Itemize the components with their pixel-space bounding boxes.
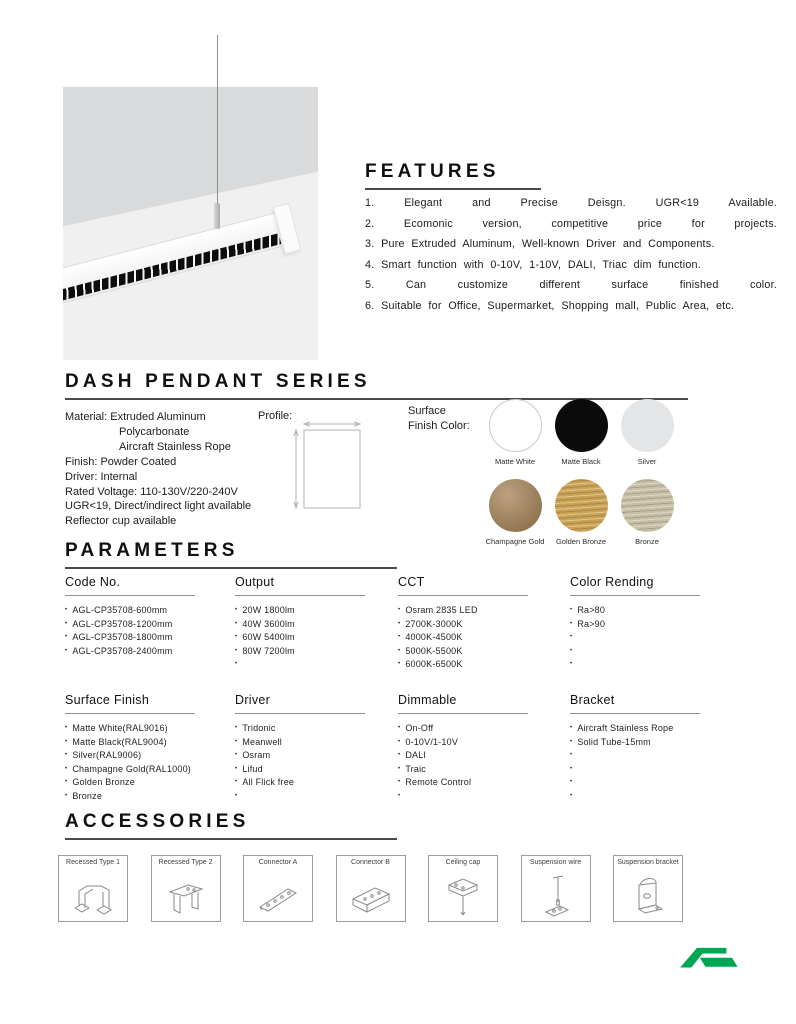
profile-label: Profile: — [258, 410, 293, 422]
swatch-color — [489, 479, 542, 532]
param-header: Dimmable — [398, 693, 528, 714]
swatch-golden-bronze — [548, 479, 614, 546]
swatch-color — [555, 479, 608, 532]
accessory-label: Suspension wire — [529, 859, 582, 866]
product-photo — [63, 87, 318, 360]
param-item: • 40W 3600lm — [235, 618, 371, 632]
swatch-matte-black — [548, 399, 614, 466]
param-header: Code No. — [65, 575, 195, 596]
param-item: • 80W 7200lm — [235, 645, 371, 659]
param-item — [570, 749, 706, 763]
suspension-wire-icon — [534, 875, 578, 919]
swatch-color — [489, 399, 542, 452]
param-item: • All Flick free — [235, 776, 371, 790]
swatch-label: Champagne Gold — [485, 537, 545, 546]
param-group-dimmable — [398, 693, 534, 803]
param-item — [570, 631, 706, 645]
feature-item: 6. Suitable for Office, Supermarket, Shopping mall, Public Area, etc. — [365, 299, 735, 312]
param-item — [570, 763, 706, 777]
param-header: CCT — [398, 575, 528, 596]
param-item: • Silver(RAL9006) — [65, 749, 201, 763]
suspension-wire-line — [217, 35, 218, 207]
accessory-suspension-wire — [521, 855, 591, 922]
swatch-label: Matte White — [494, 457, 535, 466]
spec-line: Finish: Powder Coated — [65, 455, 177, 468]
param-header: Driver — [235, 693, 365, 714]
param-item — [570, 645, 706, 659]
accessory-label: Recessed Type 2 — [158, 859, 213, 866]
param-item: • Champagne Gold(RAL1000) — [65, 763, 201, 777]
accessory-label: Ceiling cap — [445, 859, 481, 866]
accessories-title: ACCESSORIES — [65, 812, 397, 840]
fixture-louver — [63, 233, 281, 300]
param-item: • Ra>90 — [570, 618, 706, 632]
swatch-label: Bronze — [635, 537, 659, 546]
param-group-color-rending — [570, 575, 706, 672]
param-item: • Lifud — [235, 763, 371, 777]
spec-line: Polycarbonate — [119, 425, 190, 438]
accessories-row — [58, 855, 683, 922]
agl-logo-tail — [700, 958, 738, 967]
swatch-matte-white — [482, 399, 548, 466]
param-item: • 6000K-6500K — [398, 658, 534, 672]
spec-line: Material: Extruded Aluminum — [65, 411, 206, 423]
param-item: • Traic — [398, 763, 534, 777]
param-group-surface-finish — [65, 693, 201, 803]
param-header: Output — [235, 575, 365, 596]
param-item: • AGL-CP35708-1200mm — [65, 618, 201, 632]
param-item: • 0-10V/1-10V — [398, 736, 534, 750]
param-item — [235, 790, 371, 804]
param-item — [570, 790, 706, 804]
param-item: • Matte Black(RAL9004) — [65, 736, 201, 750]
profile-drawing — [268, 416, 378, 516]
recessed-type-1-icon — [71, 877, 115, 919]
param-list — [65, 722, 201, 803]
param-item: • Golden Bronze — [65, 776, 201, 790]
agl-logo — [676, 942, 746, 972]
accessory-connector-b — [336, 855, 406, 922]
fixture-endcap — [273, 203, 302, 255]
param-header: Surface Finish — [65, 693, 195, 714]
param-item — [398, 790, 534, 804]
recessed-type-2-icon — [164, 877, 208, 919]
param-item: • Bronze — [65, 790, 201, 804]
feature-item: 3. Pure Extruded Aluminum, Well-known Driver and Components. — [365, 238, 715, 251]
param-list — [570, 604, 706, 672]
param-item: • Solid Tube-15mm — [570, 736, 706, 750]
param-list — [65, 604, 201, 658]
param-header: Bracket — [570, 693, 700, 714]
param-list — [398, 604, 534, 672]
param-item: • Osram — [235, 749, 371, 763]
param-item: • 20W 1800lm — [235, 604, 371, 618]
connector-a-icon — [256, 877, 300, 919]
param-item: • On-Off — [398, 722, 534, 736]
param-item — [570, 776, 706, 790]
swatch-label: Matte Black — [561, 457, 601, 466]
parameters-title: PARAMETERS — [65, 541, 397, 569]
param-item — [570, 658, 706, 672]
ceiling-cap-icon — [441, 873, 485, 919]
swatch-color — [621, 399, 674, 452]
accessory-label: Recessed Type 1 — [66, 859, 120, 866]
swatch-silver — [614, 399, 680, 466]
pendant-fixture — [63, 209, 297, 304]
param-item: • Ra>80 — [570, 604, 706, 618]
swatch-label: Golden Bronze — [555, 537, 607, 546]
param-item: • Aircraft Stainless Rope — [570, 722, 706, 736]
param-header: Color Rending — [570, 575, 700, 596]
param-list — [235, 604, 371, 672]
param-list — [570, 722, 706, 803]
param-item — [235, 658, 371, 672]
param-list — [235, 722, 371, 803]
features-list — [365, 196, 777, 320]
param-list — [398, 722, 534, 803]
accessory-label: Connector A — [258, 859, 298, 866]
param-item: • 2700K-3000K — [398, 618, 534, 632]
swatch-champagne-gold — [482, 479, 548, 546]
spec-line: Rated Voltage: 110-130V/220-240V — [65, 485, 238, 498]
param-item: • Tridonic — [235, 722, 371, 736]
accessory-label: Connector B — [351, 859, 390, 866]
accessory-label: Suspension bracket — [617, 859, 679, 866]
feature-item: 1. Elegant and Precise Deisgn. UGR<19 Available. — [365, 197, 777, 209]
suspension-bracket-icon — [626, 875, 670, 919]
param-item: • Meanwell — [235, 736, 371, 750]
param-item: • AGL-CP35708-2400mm — [65, 645, 201, 659]
param-group-bracket — [570, 693, 706, 803]
param-item: • Remote Control — [398, 776, 534, 790]
param-group-cct — [398, 575, 534, 672]
param-item: • DALI — [398, 749, 534, 763]
param-item: • AGL-CP35708-600mm — [65, 604, 201, 618]
parameters-grid — [65, 575, 735, 810]
feature-item: 5. Can customize different surface finished color. — [365, 279, 777, 292]
swatch-color — [621, 479, 674, 532]
accessory-recessed-type-2 — [151, 855, 221, 922]
swatch-bronze — [614, 479, 680, 546]
swatch-color — [555, 399, 608, 452]
connector-b-icon — [349, 877, 393, 919]
wire-fitting — [214, 203, 220, 229]
param-item: • Osram 2835 LED — [398, 604, 534, 618]
accessory-recessed-type-1 — [58, 855, 128, 922]
param-item: • 5000K-5500K — [398, 645, 534, 659]
param-group-driver — [235, 693, 371, 803]
accessory-ceiling-cap — [428, 855, 498, 922]
param-group-code-no — [65, 575, 201, 658]
spec-line: UGR<19, Direct/indirect light available — [65, 500, 252, 513]
param-item: • AGL-CP35708-1800mm — [65, 631, 201, 645]
spec-line: Aircraft Stainless Rope — [119, 440, 231, 453]
feature-item: 4. Smart function with 0-10V, 1-10V, DALI, Triac dim function. — [365, 258, 701, 271]
param-item: • 4000K-4500K — [398, 631, 534, 645]
param-group-output — [235, 575, 371, 672]
param-item: • Matte White(RAL9016) — [65, 722, 201, 736]
spec-line: Driver: Internal — [65, 470, 138, 483]
spec-line: Reflector cup available — [65, 515, 177, 528]
accessory-suspension-bracket — [613, 855, 683, 922]
param-item: • 60W 5400lm — [235, 631, 371, 645]
feature-item: 2. Ecomonic version, competitive price for projects. — [365, 217, 777, 230]
series-title: DASH PENDANT SERIES — [65, 372, 688, 400]
accessory-connector-a — [243, 855, 313, 922]
features-title: FEATURES — [365, 162, 541, 190]
swatch-label: Silver — [637, 457, 657, 466]
surface-finish-color-label: Surface Finish Color: — [408, 405, 470, 432]
surface-color-swatches — [482, 399, 680, 546]
